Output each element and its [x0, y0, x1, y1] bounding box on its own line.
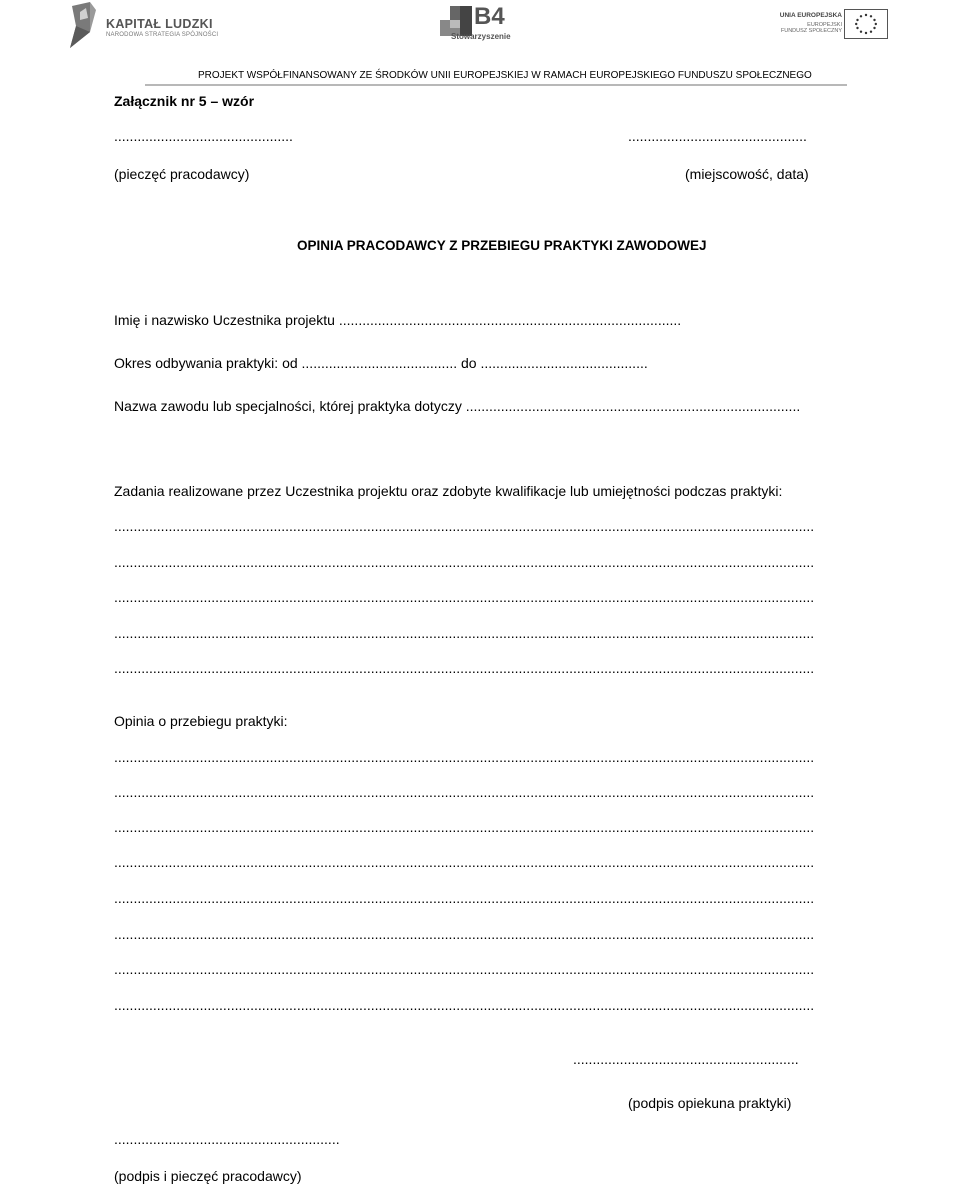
tasks-line[interactable]: .................................................................................................................................................................................... — [114, 589, 815, 605]
opinion-line[interactable]: .................................................................................................................................................................................... — [114, 854, 815, 870]
period-from-field[interactable]: ........................................ — [301, 355, 458, 371]
place-date-line: .............................................. — [628, 128, 807, 144]
tasks-line[interactable]: .................................................................................................................................................................................... — [114, 518, 815, 534]
opinion-line[interactable]: .................................................................................................................................................................................... — [114, 784, 815, 800]
tasks-label: Zadania realizowane przez Uczestnika projektu oraz zdobyte kwalifikacje lub umiejętności podczas praktyki: — [114, 483, 783, 499]
b4-title: B4 — [474, 3, 505, 30]
profession-row — [114, 398, 800, 414]
eu-logo — [770, 8, 890, 42]
eu-line-2: EUROPEJSKI — [807, 22, 842, 28]
kapital-ludzki-subtitle: NARODOWA STRATEGIA SPÓJNOŚCI — [106, 32, 219, 38]
tasks-line[interactable]: .................................................................................................................................................................................... — [114, 660, 815, 676]
participant-name-label: Imię i nazwisko Uczestnika projektu — [114, 312, 335, 328]
period-to-field[interactable]: ........................................... — [480, 355, 648, 371]
opinion-line[interactable]: .................................................................................................................................................................................... — [114, 997, 815, 1013]
opinion-line[interactable]: .................................................................................................................................................................................... — [114, 961, 815, 977]
stamp-line: .............................................. — [114, 128, 293, 144]
opinion-line[interactable]: .................................................................................................................................................................................... — [114, 749, 815, 765]
attachment-label: Załącznik nr 5 – wzór — [114, 93, 255, 109]
opinion-line[interactable]: .................................................................................................................................................................................... — [114, 890, 815, 906]
kapital-ludzki-title: KAPITAŁ LUDZKI — [106, 17, 213, 31]
project-funding-line: PROJEKT WSPÓŁFINANSOWANY ZE ŚRODKÓW UNII EUROPEJSKIEJ W RAMACH EUROPEJSKIEGO FUNDUSZU SPOŁECZNEGO — [198, 70, 812, 81]
participant-name-row — [114, 312, 681, 328]
stamp-caption: (pieczęć pracodawcy) — [114, 166, 250, 182]
eu-line-3: FUNDUSZ SPOŁECZNY — [780, 28, 842, 34]
supervisor-signature-caption: (podpis opiekuna praktyki) — [628, 1095, 792, 1111]
employer-signature-line[interactable]: .......................................................... — [114, 1131, 340, 1147]
b4-subtitle: Stowarzyszenie — [451, 32, 511, 41]
header-divider — [145, 84, 847, 86]
eu-title: UNIA EUROPEJSKA — [779, 12, 842, 19]
opinion-line[interactable]: .................................................................................................................................................................................... — [114, 819, 815, 835]
tasks-line[interactable]: .................................................................................................................................................................................... — [114, 625, 815, 641]
document-title: OPINIA PRACODAWCY Z PRZEBIEGU PRAKTYKI ZAWODOWEJ — [297, 238, 707, 253]
opinion-label: Opinia o przebiegu praktyki: — [114, 713, 288, 729]
place-date-caption: (miejscowość, data) — [685, 166, 809, 182]
profession-label: Nazwa zawodu lub specjalności, której praktyka dotyczy — [114, 398, 462, 414]
b4-logo — [440, 3, 522, 44]
period-label: Okres odbywania praktyki: od — [114, 355, 298, 371]
eu-flag-icon — [844, 9, 888, 39]
supervisor-signature-line[interactable]: .......................................................... — [573, 1051, 799, 1067]
internship-period-row — [114, 355, 648, 371]
participant-name-field[interactable]: ........................................................................................ — [338, 312, 682, 328]
opinion-line[interactable]: .................................................................................................................................................................................... — [114, 926, 815, 942]
kapital-ludzki-emblem-icon — [66, 2, 100, 50]
tasks-line[interactable]: .................................................................................................................................................................................... — [114, 554, 815, 570]
profession-field[interactable]: ...................................................................................... — [465, 398, 801, 414]
kapital-ludzki-logo — [66, 2, 226, 52]
employer-signature-caption: (podpis i pieczęć pracodawcy) — [114, 1168, 302, 1184]
period-to-label: do — [461, 355, 477, 371]
